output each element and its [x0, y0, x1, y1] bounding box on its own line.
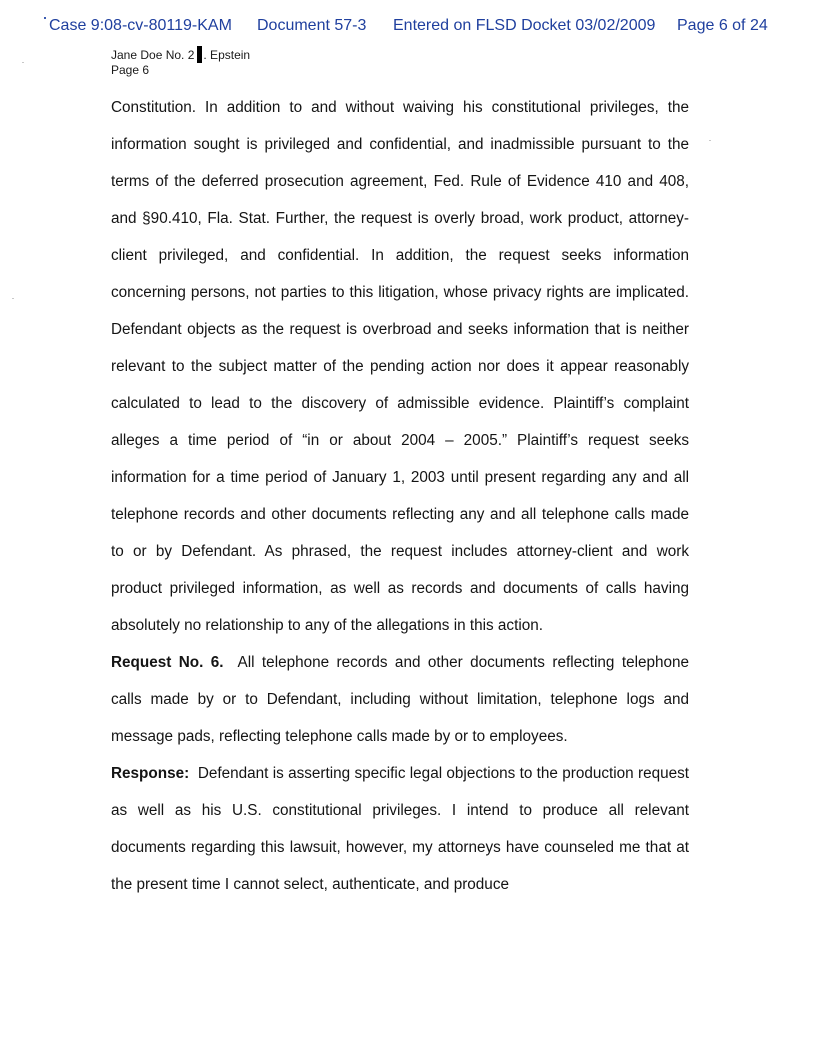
document-body — [111, 89, 689, 903]
caption-party-before: Jane Doe No. 2 — [111, 48, 195, 62]
caption-party-after: . Epstein — [203, 48, 251, 62]
redaction-bar — [197, 46, 202, 63]
scan-speck — [22, 62, 24, 63]
docket-entry-date: Entered on FLSD Docket 03/02/2009 — [393, 17, 656, 34]
ecf-header — [0, 17, 817, 39]
response-text: Defendant is asserting specific legal objections to the production request as well as his U.S. constitutional privileges. I intend to produce all relevant documents regarding this lawsuit, however, my attorneys have counseled me that at the present time I cannot select, authenticate, and produce — [111, 765, 689, 893]
case-number: Case 9:08-cv-80119-KAM — [49, 17, 232, 34]
scan-speck — [709, 140, 711, 141]
response-paragraph — [111, 755, 689, 903]
case-caption — [111, 46, 250, 63]
scan-speck — [12, 298, 14, 299]
document-caption — [111, 46, 250, 78]
page-count: Page 6 of 24 — [677, 17, 768, 34]
request-text: All telephone records and other documents reflecting telephone calls made by or to Defendant, including without limitation, telephone logs and message pads, reflecting telephone calls made by or to employees. — [111, 654, 690, 745]
caption-page-label: Page 6 — [111, 63, 150, 77]
response-label: Response: — [111, 765, 190, 782]
scan-mark — [44, 17, 46, 19]
objection-paragraph: Constitution. In addition to and without waiving his constitutional privileges, the information sought is privileged and confidential, and inadmissible pursuant to the terms of the deferred prosecution agreement, Fed. Rule of Evidence 410 and 408, and §90.410, Fla. Stat. Further, the request is overly broad, work product, attorney-client privileged, and confidential. In addition, the request seeks information concerning persons, not parties to this litigation, whose privacy rights are implicated. Defendant objects as the request is overbroad and seeks information that is neither relevant to the subject matter of the pending action nor does it appear reasonably calculated to lead to the discovery of admissible evidence. Plaintiff’s complaint alleges a time period of “in or about 2004 – 2005.” Plaintiff’s request seeks information for a time period of January 1, 2003 until present regarding any and all telephone records and other documents reflecting any and all telephone calls made to or by Defendant. As phrased, the request includes attorney-client and work product privileged information, as well as records and documents of calls having absolutely no relationship to any of the allegations in this action. — [111, 99, 689, 634]
request-paragraph — [111, 644, 689, 755]
request-label: Request No. 6. — [111, 654, 224, 671]
document-number: Document 57-3 — [257, 17, 367, 34]
